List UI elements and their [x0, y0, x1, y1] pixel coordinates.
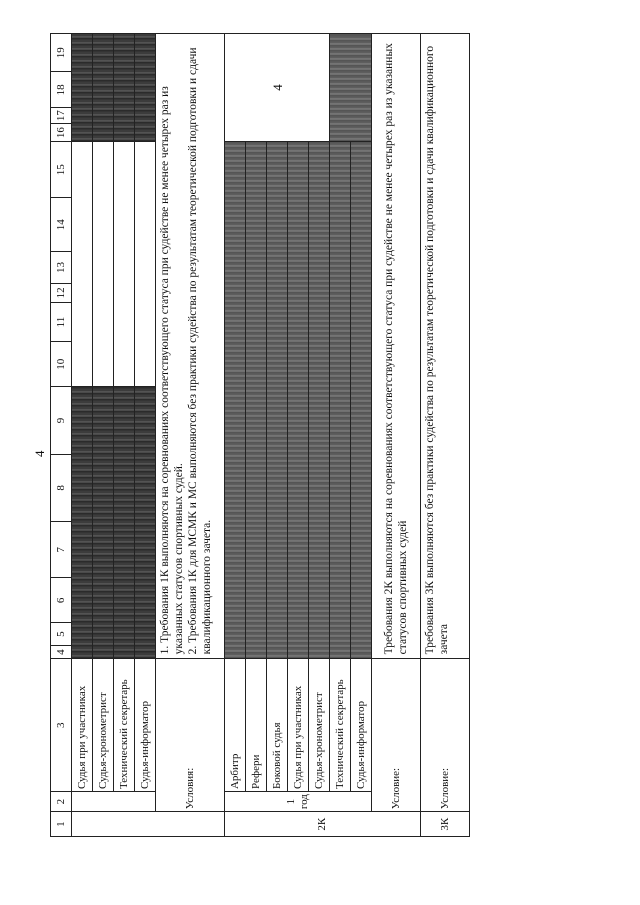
role-cell: Технический секретарь — [114, 659, 135, 792]
col-header: 12 — [51, 283, 72, 302]
condition-text: Требования 3К выполняются без практики судейства по результатам теоретической подготовки и сдачи квалификационного зачета — [421, 34, 470, 659]
col-header: 3 — [51, 659, 72, 792]
shaded-cells — [309, 142, 330, 659]
shaded-cells — [267, 142, 288, 659]
table-row — [330, 34, 351, 837]
conditions-label: Условия: — [156, 659, 225, 812]
shaded-cells — [330, 34, 372, 142]
empty-cells — [114, 142, 135, 387]
shaded-cells — [246, 142, 267, 659]
block1-cat-cell — [72, 812, 225, 837]
col-header: 18 — [51, 72, 72, 108]
page-number: 4 — [32, 450, 47, 457]
table-row — [225, 34, 246, 837]
table-row — [267, 34, 288, 837]
period-1-year: 1 год — [225, 792, 372, 812]
empty-cells — [135, 142, 156, 387]
block1-period-cell — [72, 792, 156, 812]
col-header: 16 — [51, 124, 72, 142]
shaded-cells — [114, 34, 135, 142]
role-cell: Судья-хронометрист — [93, 659, 114, 792]
condition-text: Требования 2К выполняются на соревнованиях соответствующего статуса при судействе не менее четырех раз из указанных статусов спортивных судей — [372, 34, 421, 659]
shaded-cells — [288, 142, 309, 659]
category-2k: 2К — [225, 812, 421, 837]
shaded-cells — [351, 142, 372, 659]
col-header: 19 — [51, 34, 72, 72]
table-row — [114, 34, 135, 837]
shaded-cells — [135, 34, 156, 142]
col-header: 15 — [51, 142, 72, 198]
shaded-cells — [225, 142, 246, 659]
condition-2: 2. Требования 1К для МСМК и МС выполняются без практики судейства по результатам теоретической подготовки и сдачи квалификационного зачета. — [187, 47, 213, 655]
shaded-cells — [72, 387, 93, 659]
table-row — [93, 34, 114, 837]
table-row — [309, 34, 330, 837]
col-header: 14 — [51, 198, 72, 252]
col-header: 5 — [51, 623, 72, 645]
table-row — [246, 34, 267, 837]
col-header: 2 — [51, 792, 72, 812]
header-row — [51, 34, 72, 837]
table-row — [351, 34, 372, 837]
role-cell: Рефери — [246, 659, 267, 792]
condition-label: Условие: — [372, 659, 421, 812]
qualification-table — [50, 33, 470, 837]
role-cell: Судья при участниках — [288, 659, 309, 792]
count-cell: 4 — [225, 34, 330, 142]
shaded-cells — [135, 387, 156, 659]
col-header: 10 — [51, 342, 72, 387]
empty-cells — [72, 142, 93, 387]
col-header: 1 — [51, 812, 72, 837]
condition-1: 1. Требования 1К выполняются на соревнованиях соответствующего статуса при судействе не менее четырех раз из указанных статусов спортивных судей. — [159, 86, 185, 655]
table-row — [288, 34, 309, 837]
shaded-cells — [330, 142, 351, 659]
shaded-cells — [72, 34, 93, 142]
condition-label: Условие: — [421, 659, 470, 812]
role-cell: Судья-хронометрист — [309, 659, 330, 792]
table-row — [72, 34, 93, 837]
col-header: 6 — [51, 578, 72, 623]
col-header: 8 — [51, 454, 72, 521]
role-cell: Судья при участниках — [72, 659, 93, 792]
col-header: 11 — [51, 302, 72, 341]
role-cell: Технический секретарь — [330, 659, 351, 792]
role-cell: Боковой судья — [267, 659, 288, 792]
col-header: 13 — [51, 252, 72, 283]
col-header: 7 — [51, 522, 72, 578]
col-header: 17 — [51, 108, 72, 124]
category-3k: 3К — [421, 812, 470, 837]
role-cell: Судья-информатор — [351, 659, 372, 792]
shaded-cells — [93, 34, 114, 142]
col-header: 9 — [51, 387, 72, 454]
col-header: 4 — [51, 645, 72, 658]
role-cell: Судья-информатор — [135, 659, 156, 792]
table-row — [372, 34, 421, 837]
shaded-cells — [114, 387, 135, 659]
table-row — [135, 34, 156, 837]
shaded-cells — [93, 387, 114, 659]
table-row — [421, 34, 470, 837]
conditions-text — [156, 34, 225, 659]
role-cell: Арбитр — [225, 659, 246, 792]
table-row — [156, 34, 225, 837]
empty-cells — [93, 142, 114, 387]
